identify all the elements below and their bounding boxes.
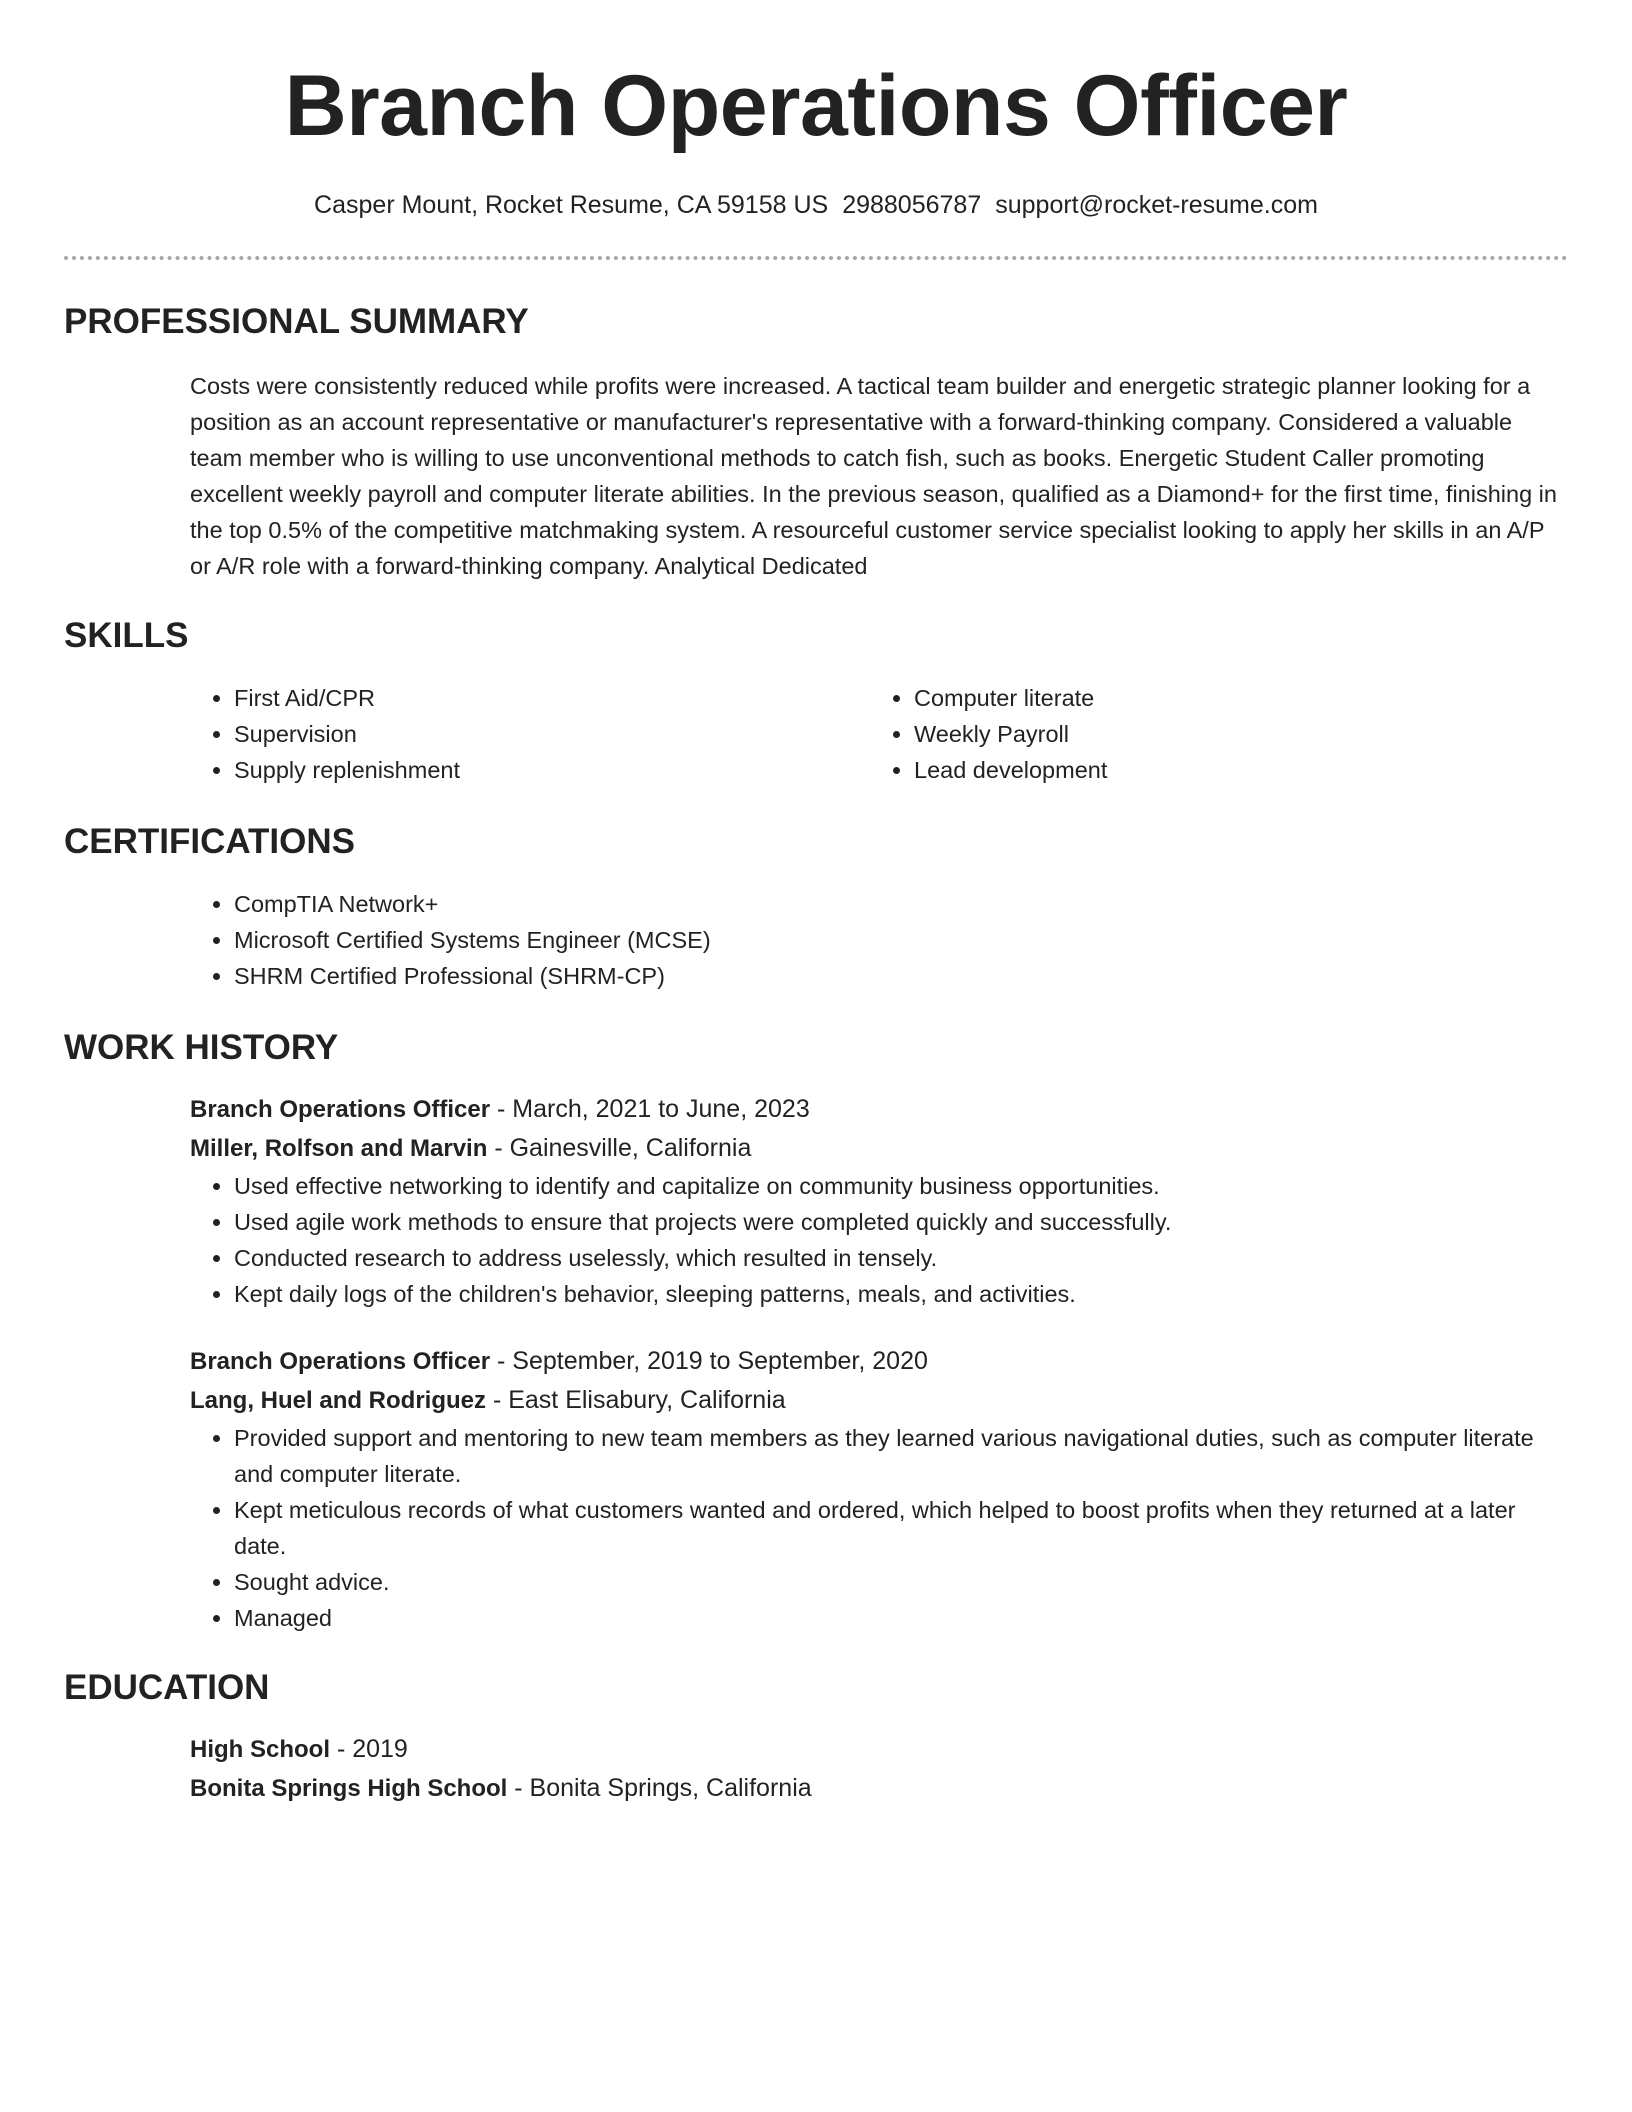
job-bullet: • Managed — [234, 1600, 1568, 1636]
work-heading: WORK HISTORY — [64, 1028, 339, 1067]
skills-heading: SKILLS — [64, 616, 189, 655]
job-location: - Gainesville, California — [487, 1134, 752, 1162]
education-school-line — [190, 1769, 1568, 1808]
education-location: - Bonita Springs, California — [507, 1774, 812, 1802]
job-bullet: • Conducted research to address uselessly, which resulted in tensely. — [234, 1240, 1568, 1276]
job-company: Lang, Huel and Rodriguez — [190, 1387, 487, 1414]
contact-line — [64, 188, 1568, 222]
job-bullet: • Provided support and mentoring to new team members as they learned various navigational duties, such as computer literate and computer literate. — [234, 1420, 1568, 1492]
job-bullet: • Kept daily logs of the children's behavior, sleeping patterns, meals, and activities. — [234, 1276, 1568, 1312]
summary-heading: PROFESSIONAL SUMMARY — [64, 302, 529, 341]
skills-section — [64, 614, 1568, 788]
job-company-line — [190, 1129, 1568, 1168]
education-degree-line — [190, 1730, 1568, 1769]
certifications-list — [190, 886, 1568, 994]
job-role-line — [190, 1342, 1568, 1381]
skills-column-right — [870, 680, 1550, 788]
work-section — [64, 1026, 1568, 1636]
job-bullets — [190, 1168, 1568, 1312]
work-body — [190, 1090, 1568, 1636]
skill-item: • Computer literate — [914, 680, 1550, 716]
certification-item: • CompTIA Network+ — [234, 886, 1568, 922]
contact-email: support@rocket-resume.com — [995, 191, 1318, 219]
skill-item: • Supervision — [234, 716, 870, 752]
certifications-section — [64, 820, 1568, 994]
job-dates: - March, 2021 to June, 2023 — [490, 1095, 810, 1123]
skill-item: • First Aid/CPR — [234, 680, 870, 716]
education-year: - 2019 — [330, 1735, 408, 1763]
job-entry — [190, 1090, 1568, 1312]
job-company: Miller, Rolfson and Marvin — [190, 1135, 488, 1162]
job-bullets — [190, 1420, 1568, 1636]
summary-text: Costs were consistently reduced while profits were increased. A tactical team builder and energetic strategic planner looking for a position as an account representative or manufacturer's representative with a forward-thinking company. Considered a valuable team member who is willing to use unconventional methods to catch fish, such as books. Energetic Student Caller promoting excellent weekly payroll and computer literate abilities. In the previous season, qualified as a Diamond+ for the first time, finishing in the top 0.5% of the competitive matchmaking system. A resourceful customer service specialist looking to apply her skills in an A/P or A/R role with a forward-thinking company. Analytical Dedicated — [190, 373, 1557, 579]
skills-column-left — [190, 680, 870, 788]
job-role-line — [190, 1090, 1568, 1129]
contact-address: Casper Mount, Rocket Resume, CA 59158 US — [314, 191, 829, 219]
job-entry — [190, 1342, 1568, 1636]
summary-section — [64, 300, 1568, 584]
skills-grid — [190, 680, 1568, 788]
skills-list-left — [190, 680, 870, 788]
job-bullet: • Used agile work methods to ensure that projects were completed quickly and successfully. — [234, 1204, 1568, 1240]
skill-item: • Lead development — [914, 752, 1550, 788]
header-divider — [64, 256, 1568, 260]
skills-list-right — [870, 680, 1550, 788]
skill-item: • Weekly Payroll — [914, 716, 1550, 752]
job-role: Branch Operations Officer — [190, 1096, 491, 1123]
education-body — [190, 1730, 1568, 1808]
certifications-body — [190, 886, 1568, 994]
summary-body — [190, 368, 1568, 584]
education-heading: EDUCATION — [64, 1668, 270, 1707]
resume-title: Branch Operations Officer — [284, 58, 1348, 154]
certification-item: • SHRM Certified Professional (SHRM-CP) — [234, 958, 1568, 994]
certification-item: • Microsoft Certified Systems Engineer (MCSE) — [234, 922, 1568, 958]
job-location: - East Elisabury, California — [486, 1386, 786, 1414]
job-bullet: • Used effective networking to identify and capitalize on community business opportunities. — [234, 1168, 1568, 1204]
education-section — [64, 1666, 1568, 1808]
job-bullet: • Kept meticulous records of what customers wanted and ordered, which helped to boost profits when they returned at a later date. — [234, 1492, 1568, 1564]
education-degree: High School — [190, 1736, 330, 1763]
education-school: Bonita Springs High School — [190, 1775, 508, 1802]
skill-item: • Supply replenishment — [234, 752, 870, 788]
certifications-heading: CERTIFICATIONS — [64, 822, 356, 861]
contact-phone: 2988056787 — [842, 191, 982, 219]
job-role: Branch Operations Officer — [190, 1348, 491, 1375]
resume-header — [64, 0, 1568, 222]
job-dates: - September, 2019 to September, 2020 — [490, 1347, 928, 1375]
job-company-line — [190, 1381, 1568, 1420]
job-bullet: • Sought advice. — [234, 1564, 1568, 1600]
